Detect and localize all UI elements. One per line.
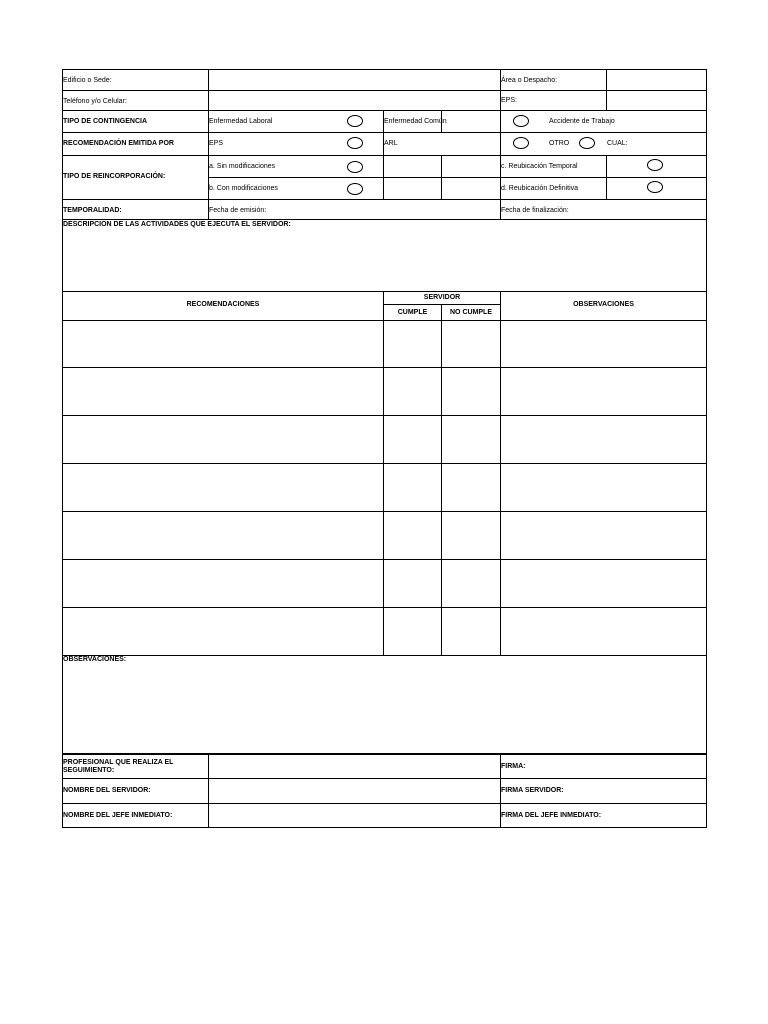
arl-option-label: ARL bbox=[384, 140, 398, 147]
recomendacion-row-2[interactable] bbox=[63, 368, 383, 415]
accidente-trabajo-label: Accidente de Trabajo bbox=[549, 118, 615, 125]
recomendacion-label: RECOMENDACIÓN EMITIDA POR bbox=[63, 140, 174, 147]
profesional-label-line1: PROFESIONAL QUE REALIZA EL bbox=[63, 759, 174, 766]
grid-line bbox=[62, 291, 707, 292]
telefono-label: Teléfono y/o Celular: bbox=[63, 98, 127, 105]
firma-jefe-label: FIRMA DEL JEFE INMEDIATO: bbox=[501, 812, 602, 819]
recomendacion-row-4[interactable] bbox=[63, 464, 383, 511]
grid-line bbox=[62, 655, 707, 656]
edificio-input[interactable] bbox=[209, 70, 500, 90]
otro-option-label: OTRO bbox=[549, 140, 570, 147]
nombre-jefe-input[interactable] bbox=[209, 804, 500, 827]
recomendaciones-header: RECOMENDACIONES bbox=[186, 301, 260, 308]
cual-label: CUAL: bbox=[607, 140, 628, 147]
recomendacion-row-5[interactable] bbox=[63, 512, 383, 559]
grid-line bbox=[62, 110, 707, 111]
area-input[interactable] bbox=[607, 70, 706, 90]
grid-line bbox=[383, 291, 384, 655]
reubicacion-temporal-label: c. Reubicación Temporal bbox=[501, 163, 578, 170]
grid-line bbox=[208, 177, 707, 178]
reubicacion-definitiva-label: d. Reubicación Definitiva bbox=[501, 185, 579, 192]
grid-line bbox=[500, 291, 501, 655]
otro-option-radio[interactable] bbox=[579, 137, 595, 149]
recomendacion-row-6[interactable] bbox=[63, 560, 383, 607]
profesional-label-line2: SEGUIMIENTO: bbox=[63, 767, 115, 774]
grid-line bbox=[62, 827, 707, 828]
grid-line bbox=[62, 199, 707, 200]
reubicacion-temporal-radio[interactable] bbox=[647, 159, 663, 171]
no-cumple-header: NO CUMPLE bbox=[450, 309, 492, 316]
servidor-header: SERVIDOR bbox=[423, 294, 461, 301]
area-label: Área o Despacho: bbox=[501, 77, 558, 84]
firma-label: FIRMA: bbox=[501, 763, 526, 770]
descripcion-label: DESCRIPCION DE LAS ACTIVIDADES QUE EJECUTA EL SERVIDOR: bbox=[63, 221, 291, 228]
observaciones-header: OBSERVACIONES bbox=[573, 301, 634, 308]
sin-modificaciones-label: a. Sin modificaciones bbox=[209, 163, 276, 170]
reubicacion-definitiva-radio[interactable] bbox=[647, 181, 663, 193]
fecha-finalizacion-label: Fecha de finalización: bbox=[501, 207, 569, 214]
grid-line bbox=[62, 155, 707, 156]
edificio-label: Edificio o Sede: bbox=[63, 77, 112, 84]
recomendacion-row-3[interactable] bbox=[63, 416, 383, 463]
recomendacion-row-7[interactable] bbox=[63, 608, 383, 655]
observaciones-label: OBSERVACIONES: bbox=[63, 656, 127, 663]
grid-line bbox=[441, 304, 442, 655]
con-modificaciones-radio[interactable] bbox=[347, 183, 363, 195]
profesional-input[interactable] bbox=[209, 755, 500, 778]
enfermedad-laboral-label: Enfermedad Laboral bbox=[209, 118, 273, 125]
sin-modificaciones-radio[interactable] bbox=[347, 161, 363, 173]
firma-servidor-label: FIRMA SERVIDOR: bbox=[501, 787, 564, 794]
telefono-input[interactable] bbox=[209, 91, 500, 110]
grid-line bbox=[706, 69, 707, 828]
con-modificaciones-label: b. Con modificaciones bbox=[209, 185, 278, 192]
enfermedad-comun-label: Enfermedad Común bbox=[384, 118, 447, 125]
recomendacion-row-1[interactable] bbox=[63, 321, 383, 367]
eps-option-radio[interactable] bbox=[347, 137, 363, 149]
tipo-contingencia-label: TIPO DE CONTINGENCIA bbox=[63, 118, 148, 125]
enfermedad-comun-radio[interactable] bbox=[513, 115, 529, 127]
cumple-header: CUMPLE bbox=[397, 309, 428, 316]
temporalidad-label: TEMPORALIDAD: bbox=[63, 207, 122, 214]
grid-line bbox=[62, 132, 707, 133]
descripcion-textarea[interactable] bbox=[63, 230, 706, 291]
grid-line bbox=[500, 69, 501, 219]
fecha-emision-label: Fecha de emisión: bbox=[209, 207, 267, 214]
grid-line bbox=[441, 155, 442, 199]
nombre-servidor-input[interactable] bbox=[209, 779, 500, 803]
observaciones-textarea[interactable] bbox=[63, 665, 706, 753]
eps-label: EPS: bbox=[501, 97, 517, 104]
tipo-reincorporacion-label: TIPO DE REINCORPORACIÓN: bbox=[63, 173, 166, 180]
eps-option-label: EPS bbox=[209, 140, 224, 147]
arl-option-radio[interactable] bbox=[513, 137, 529, 149]
enfermedad-laboral-radio[interactable] bbox=[347, 115, 363, 127]
grid-line bbox=[606, 155, 607, 199]
nombre-jefe-label: NOMBRE DEL JEFE INMEDIATO: bbox=[63, 812, 173, 819]
nombre-servidor-label: NOMBRE DEL SERVIDOR: bbox=[63, 787, 151, 794]
eps-input[interactable] bbox=[607, 91, 706, 110]
